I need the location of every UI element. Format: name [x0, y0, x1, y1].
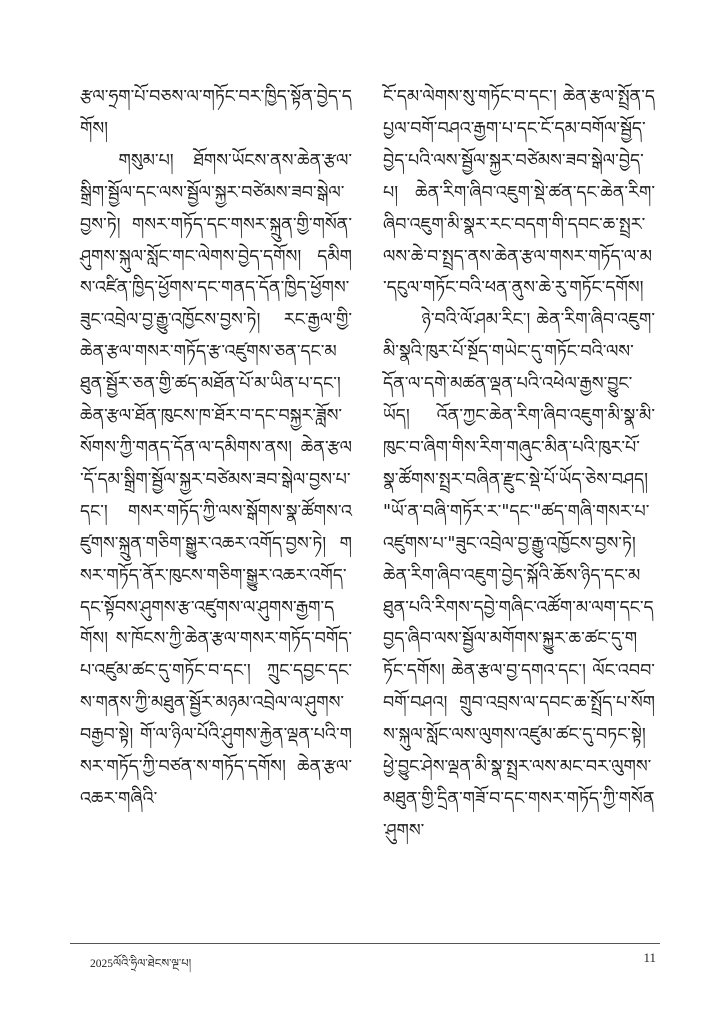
right-column: [383, 82, 655, 848]
right-paragraph-2: ཉེ་བའི་ལོ་ཤམ་རིང་། ཆེན་རིག་ཞིབ་འཇུག་མི་སྣའི་ཁུར་པོ་སྔོད་གཡེང་དུ་གཏོང་བའི་ལས་དོན་ལ་དགེ་མཚན་ལྡན་པའི་འཕེལ་རྒྱས་བྱུང་ཡོད། འོན་ཀྱང་ཆེན་རིག་ཞིབ་འཇུག་མི་སྣ་མི་ཁུང་བ་ཞིག་གིས་རིག་གཞུང་མིན་པའི་ཁུར་པོ་སྣ་ཚོགས་སྤྲར་བཞིན་རྫུང་སྡེ་པོ་ཡོད་ཅེས་བཤད། "ཡོ་ན་བཞི་གཏོར་ར་"དང་"ཚད་གཞི་གསར་པ་འཛུགས་པ་"ཟུང་འབྲེལ་བྱ་རྒྱུ་འཁྱོངས་བྱས་ཏེ། ཆེན་རིག་ཞིབ་འཇུག་བྱེད་སྐོའི་ཆོས་ཉིད་དང་མཐུན་པའི་རིགས་དབྱེ་གཞིང་འཚོག་མ་ལག་དང་དབྱད་ཞིབ་ལས་སྦྱོལ་མགོགས་སྐྱུར་ཆ་ཚང་དུ་གཏོང་དགོས། ཆེན་རྩལ་བྱ་དགའ་དང་། ལོང་འབབ་བགོ་བཤའ། གྲུབ་འབྲས་ལ་དབང་ཆ་སྤྲོད་པ་སོགས་སྐུལ་སློང་ལས་ལུགས་འཛུམ་ཚང་དུ་བཏང་སྟེ། ཕྱེ་བྱུང་ཤེས་ལྡན་མི་སྣ་སྤྲར་ལས་མང་བར་ལུགས་མཐུན་གྱི་དྲིན་གཟོ་བ་དང་གསར་གཏོད་ཀྱི་གསོན་ཤུགས་: [383, 310, 655, 841]
left-paragraph-1: རྩལ་ཧྲག་པོ་བཅས་ལ་གཏོང་བར་ཁྱིད་སྟོན་བྱེད་དགོས།: [80, 87, 352, 139]
footer-rule: [70, 943, 660, 944]
issue-label: 2025ལོའི་ཧྲིལ་ཐེངས་ལྔ་པ།: [90, 958, 192, 970]
left-paragraph-2: གསུམ་པ། ཐོགས་ཡོངས་ནས་ཆེན་རྩལ་སྒྲིག་སྦྱོལ་དང་ལས་སྦྱོལ་སྐྱར་བཙེམས་ཟབ་སྒེལ་བྱས་ཏེ། གསར་གཏོད་དང་གསར་སྐྲུན་གྱི་གསོན་ཤུགས་སྐུལ་སློང་གང་ལེགས་བྱེད་དགོས། དམིགས་འཛིན་ཁྱིད་ཕྱོགས་དང་གནད་དོན་ཁྱིད་ཕྱོགས་ཟུང་འབྲེལ་བྱ་རྒྱུ་འཁྱོངས་བྱས་ཏེ། རང་རྒྱལ་གྱི་ཆེན་རྩལ་གསར་གཏོད་རྩ་འཛུགས་ཅན་དང་མཐུན་སྦྱོར་ཅན་གྱི་ཚད་མཐོན་པོ་མ་ཡིན་པ་དང་། ཆེན་རྩལ་ཐོན་ཁུངས་ཁ་ཐོར་བ་དང་བསྐྱར་ཟློས་སོགས་ཀྱི་གནད་དོན་ལ་དམིགས་ནས། ཆེན་རྩལ་དོ་དམ་སྒྲིག་སྦྱོལ་སྐྱར་བཙེམས་ཟབ་སྒེལ་བྱས་པ་དང་། གསར་གཏོད་ཀྱི་ལས་སྒོགས་སྣ་ཚོགས་འཛུགས་སྐྲུན་གཅིག་སྒྱུར་འཆར་འགོད་བྱས་ཏེ། གསར་གཏོད་ནོར་ཁུངས་གཅིག་སྒྱུར་འཆར་འགོད་དང་སྟོབས་ཤུགས་རྩ་འཛུགས་ལ་ཤུགས་རྒྱག་དགོས། ས་ཁོངས་ཀྱི་ཆེན་རྩལ་གསར་གཏོད་བགོད་པ་འཛུམ་ཚང་དུ་གཏོང་བ་དང་། ཀྲུང་དབྱང་དང་ས་གནས་ཀྱི་མཐུན་སྦྱོར་མཉམ་འབྲེལ་ལ་ཤུགས་བརྒྱབ་སྟེ། གོ་ལ་ཉིལ་པོའི་ཤུགས་རྐྱེན་ལྡན་པའི་གསར་གཏོད་ཀྱི་བཙན་ས་གཏོད་དགོས། ཆེན་རྩལ་འཆར་གཞིའི་: [80, 150, 352, 809]
left-column: [80, 82, 352, 816]
page-number: 11: [643, 950, 656, 965]
right-paragraph-1: ངོ་དམ་ལེགས་སུ་གཏོང་བ་དང་། ཆེན་རྩལ་སྤྲོན་དཔྱལ་བགོ་བཤའ་རྒྱག་པ་དང་ངོ་དམ་བགོལ་སྦྱོད་བྱེད་པའི་ལས་སྦྱོལ་སྐྱར་བཙེམས་ཟབ་སྒེལ་བྱེད་པ། ཆེན་རིག་ཞིབ་འཇུག་སྡེ་ཚན་དང་ཆེན་རིག་ཞིབ་འཇུག་མི་སྣར་རང་བདག་གི་དབང་ཆ་སྤྲར་ལས་ཆེ་བ་སྤྲད་ནས་ཆེན་རྩལ་གསར་གཏོད་ལ་མ་དངུལ་གཏོང་བའི་ཕན་ནུས་ཆེ་རུ་གཏོང་དགོས།: [383, 87, 655, 299]
